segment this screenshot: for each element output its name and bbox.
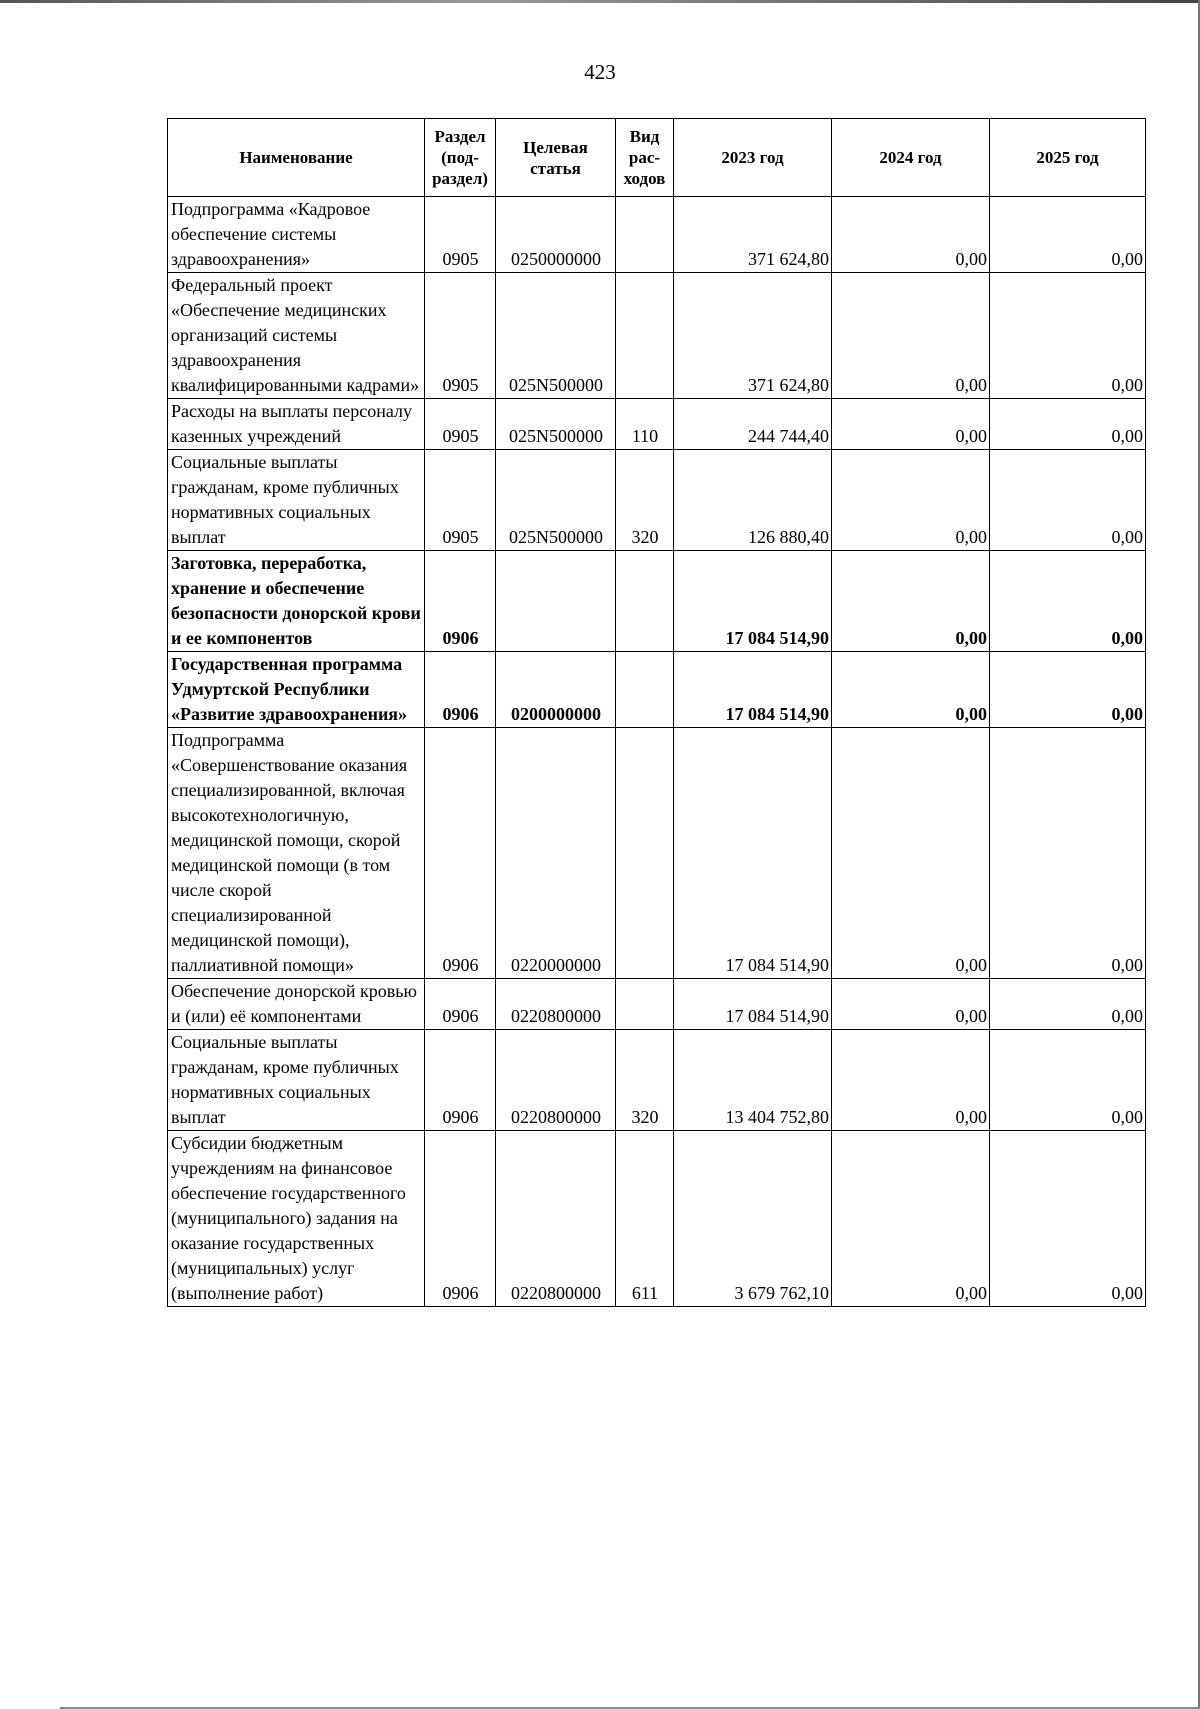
cell-2024: 0,00 [832, 652, 990, 728]
cell-target: 025N500000 [496, 273, 616, 399]
header-section: Раздел (под-раздел) [425, 119, 496, 197]
cell-name: Заготовка, переработка, хранение и обеспечение безопасности донорской крови и ее компонентов [168, 551, 425, 652]
cell-2023: 3 679 762,10 [674, 1131, 832, 1307]
table-header-row [168, 119, 1146, 197]
cell-type [616, 728, 674, 979]
cell-2024: 0,00 [832, 197, 990, 273]
cell-name: Социальные выплаты гражданам, кроме публичных нормативных социальных выплат [168, 450, 425, 551]
table-row [168, 399, 1146, 450]
table-row-bold [168, 551, 1146, 652]
budget-table [167, 118, 1146, 1307]
cell-2024: 0,00 [832, 728, 990, 979]
cell-2025: 0,00 [990, 652, 1146, 728]
cell-name: Государственная программа Удмуртской Республики «Развитие здравоохранения» [168, 652, 425, 728]
table-row-bold [168, 652, 1146, 728]
cell-section: 0905 [425, 197, 496, 273]
cell-2024: 0,00 [832, 273, 990, 399]
cell-2023: 244 744,40 [674, 399, 832, 450]
cell-target: 025N500000 [496, 399, 616, 450]
cell-type [616, 273, 674, 399]
cell-name: Расходы на выплаты персоналу казенных учреждений [168, 399, 425, 450]
table-row [168, 728, 1146, 979]
table-row [168, 979, 1146, 1030]
cell-section: 0906 [425, 551, 496, 652]
cell-2024: 0,00 [832, 1030, 990, 1131]
cell-name: Обеспечение донорской кровью и (или) её компонентами [168, 979, 425, 1030]
cell-target: 0220800000 [496, 1131, 616, 1307]
table-row [168, 197, 1146, 273]
cell-target: 0220000000 [496, 728, 616, 979]
cell-section: 0905 [425, 450, 496, 551]
cell-target: 0250000000 [496, 197, 616, 273]
header-name: Наименование [168, 119, 425, 197]
cell-target [496, 551, 616, 652]
header-type: Вид рас-ходов [616, 119, 674, 197]
table-row [168, 273, 1146, 399]
cell-2023: 17 084 514,90 [674, 652, 832, 728]
cell-2025: 0,00 [990, 1131, 1146, 1307]
cell-name: Субсидии бюджетным учреждениям на финансовое обеспечение государственного (муниципального) задания на оказание государственных (муниципальных) услуг (выполнение работ) [168, 1131, 425, 1307]
header-2025: 2025 год [990, 119, 1146, 197]
cell-section: 0906 [425, 652, 496, 728]
cell-type [616, 652, 674, 728]
cell-2024: 0,00 [832, 450, 990, 551]
cell-target: 025N500000 [496, 450, 616, 551]
cell-target: 0200000000 [496, 652, 616, 728]
cell-target: 0220800000 [496, 979, 616, 1030]
cell-2025: 0,00 [990, 728, 1146, 979]
header-2023: 2023 год [674, 119, 832, 197]
cell-2023: 17 084 514,90 [674, 728, 832, 979]
table-row [168, 1131, 1146, 1307]
cell-name: Федеральный проект «Обеспечение медицинских организаций системы здравоохранения квалифицированными кадрами» [168, 273, 425, 399]
header-2024: 2024 год [832, 119, 990, 197]
cell-2023: 13 404 752,80 [674, 1030, 832, 1131]
cell-2025: 0,00 [990, 551, 1146, 652]
cell-2023: 17 084 514,90 [674, 979, 832, 1030]
cell-type: 320 [616, 450, 674, 551]
cell-type: 611 [616, 1131, 674, 1307]
cell-2025: 0,00 [990, 399, 1146, 450]
table-row [168, 1030, 1146, 1131]
cell-2023: 371 624,80 [674, 197, 832, 273]
cell-2025: 0,00 [990, 450, 1146, 551]
cell-name: Социальные выплаты гражданам, кроме публичных нормативных социальных выплат [168, 1030, 425, 1131]
header-target: Целевая статья [496, 119, 616, 197]
cell-2025: 0,00 [990, 1030, 1146, 1131]
cell-2024: 0,00 [832, 1131, 990, 1307]
page-number: 423 [584, 60, 616, 84]
cell-2025: 0,00 [990, 273, 1146, 399]
table-row [168, 450, 1146, 551]
cell-type [616, 551, 674, 652]
cell-2025: 0,00 [990, 979, 1146, 1030]
cell-name: Подпрограмма «Кадровое обеспечение системы здравоохранения» [168, 197, 425, 273]
cell-2024: 0,00 [832, 399, 990, 450]
cell-2025: 0,00 [990, 197, 1146, 273]
cell-2024: 0,00 [832, 551, 990, 652]
cell-2023: 126 880,40 [674, 450, 832, 551]
cell-section: 0906 [425, 728, 496, 979]
cell-section: 0905 [425, 399, 496, 450]
cell-section: 0906 [425, 1131, 496, 1307]
cell-type: 320 [616, 1030, 674, 1131]
scan-edge-top [0, 0, 1200, 3]
cell-2023: 17 084 514,90 [674, 551, 832, 652]
cell-2024: 0,00 [832, 979, 990, 1030]
cell-type [616, 197, 674, 273]
cell-section: 0905 [425, 273, 496, 399]
cell-target: 0220800000 [496, 1030, 616, 1131]
cell-type [616, 979, 674, 1030]
cell-name: Подпрограмма «Совершенствование оказания специализированной, включая высокотехнологичную, медицинской помощи, скорой медицинской помощи (в том числе скорой специализированной медицинской помощи), паллиативной помощи» [168, 728, 425, 979]
cell-type: 110 [616, 399, 674, 450]
cell-2023: 371 624,80 [674, 273, 832, 399]
cell-section: 0906 [425, 979, 496, 1030]
cell-section: 0906 [425, 1030, 496, 1131]
